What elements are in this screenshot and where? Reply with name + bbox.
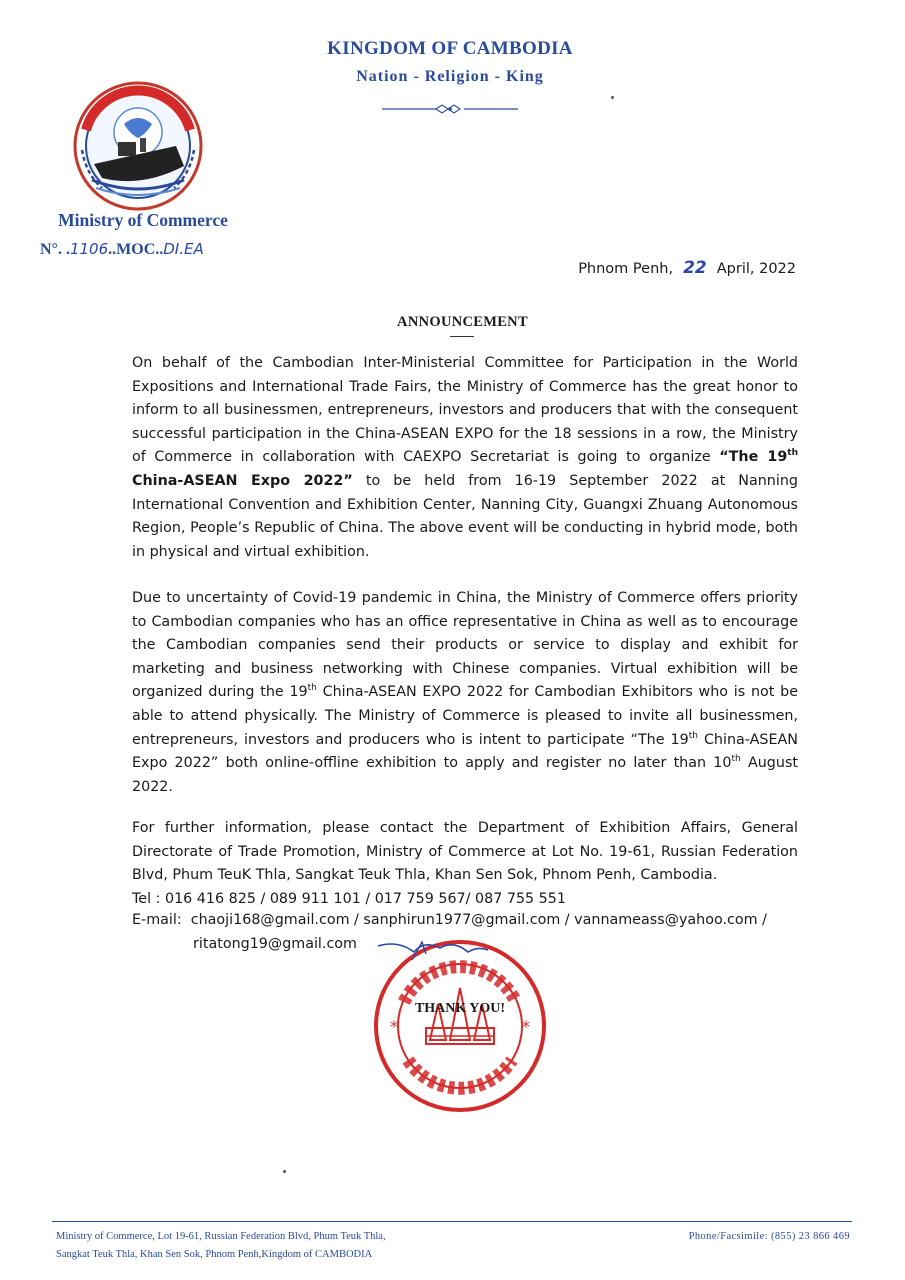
p2-sup-2: th bbox=[688, 730, 698, 741]
stamp-thank-you-text: THANK YOU! bbox=[414, 1001, 506, 1016]
p2-text-d: August 2022. bbox=[132, 755, 798, 795]
contact-text: For further information, please contact the Department of Exhibition Affairs, General Directorate of Trade Promotion, Ministry of Commerce at Lot No. 19-61, Russian Federation Blvd, Phum TeuK Thla, Sangkat Teuk Thla, Khan Sen Sok, Phnom Penh, Cambodia. bbox=[132, 820, 798, 884]
ornament-divider-icon bbox=[380, 100, 520, 118]
email-label: E-mail: bbox=[132, 912, 182, 928]
footer-address bbox=[56, 1228, 386, 1264]
p1-text-a: On behalf of the Cambodian Inter-Ministerial Committee for Participation in the World Expositions and International Trade Fairs, the Ministry of Commerce has the great honor to inform to all businessmen, entrepreneurs, investors and producers that with the consequent successful participation in the China-ASEAN EXPO for the 18 sessions in a row, the Ministry of Commerce in collaboration with CAEXPO Secretariat is going to organize bbox=[132, 355, 798, 466]
official-stamp bbox=[368, 932, 552, 1116]
svg-text:*: * bbox=[522, 1017, 530, 1036]
speck bbox=[283, 1170, 286, 1173]
reference-number: N°. .1106..MOC..DI.EA bbox=[40, 240, 204, 258]
ministry-seal-logo bbox=[72, 80, 204, 212]
paragraph-3 bbox=[132, 817, 798, 911]
footer-address-line-2: Sangkat Teuk Thla, Khan Sen Sok, Phnom Penh,Kingdom of CAMBODIA bbox=[56, 1249, 373, 1260]
event-name-a: “The 19 bbox=[719, 449, 788, 466]
date-day-handwritten: 22 bbox=[683, 258, 707, 278]
footer-phone-fax: Phone/Facsimile: (855) 23 866 469 bbox=[688, 1231, 850, 1242]
svg-text:*: * bbox=[390, 1017, 398, 1036]
p2-sup-1: th bbox=[307, 683, 317, 694]
date-city: Phnom Penh, bbox=[578, 261, 674, 277]
dateline bbox=[490, 258, 796, 278]
speck bbox=[611, 96, 614, 99]
email-addresses-line-1: chaoji168@gmail.com / sanphirun1977@gmail.com / vannameass@yahoo.com / bbox=[190, 912, 767, 928]
date-month-year: April, 2022 bbox=[716, 261, 796, 277]
paragraph-2 bbox=[132, 587, 798, 799]
p2-text-a: Due to uncertainty of Covid-19 pandemic in China, the Ministry of Commerce offers priority to Cambodian companies who has an office representative in China as well as to encourage the Cambodian companies send their products or service to display and exhibit for marketing and business networking with Chinese companies. Virtual exhibition will be organized during the 19 bbox=[132, 590, 798, 701]
ref-handwritten-number: 1106 bbox=[69, 240, 109, 258]
ref-prefix: N°. bbox=[40, 241, 62, 258]
p2-sup-3: th bbox=[731, 754, 741, 765]
email-addresses-line-2: ritatong19@gmail.com bbox=[193, 935, 357, 952]
national-motto: Nation - Religion - King bbox=[356, 68, 544, 85]
paragraph-1 bbox=[132, 352, 798, 564]
event-name-sup: th bbox=[787, 448, 798, 459]
p2-text-b: China-ASEAN EXPO 2022 for Cambodian Exhibitors who is not be able to attend physically. The Ministry of Commerce is pleased to invite all businessmen, entrepreneurs, investors and producers who is intent to participate “The 19 bbox=[132, 684, 799, 748]
announcement-title: ANNOUNCEMENT bbox=[397, 314, 528, 330]
ref-middle: MOC. bbox=[116, 241, 160, 258]
p2-text-c: China-ASEAN Expo 2022” both online-offline exhibition to apply and register no later than 10 bbox=[132, 731, 798, 772]
kingdom-title: KINGDOM OF CAMBODIA bbox=[327, 38, 573, 59]
footer-address-line-1: Ministry of Commerce, Lot 19-61, Russian Federation Blvd, Phum Teuk Thla, bbox=[56, 1231, 386, 1242]
title-underline bbox=[450, 336, 474, 337]
p1-text-b: to be held from 16-19 September 2022 at Nanning International Convention and Exhibition Center, Nanning City, Guangxi Zhuang Autonomous Region, People’s Republic of China. The above event will be conducting in hybrid mode, both in physical and virtual exhibition. bbox=[132, 472, 798, 560]
event-name-b: China-ASEAN Expo 2022” bbox=[132, 472, 353, 489]
footer-divider bbox=[52, 1221, 852, 1222]
telephone-numbers: Tel : 016 416 825 / 089 911 101 / 017 759 567/ 087 755 551 bbox=[132, 890, 566, 907]
ministry-name: Ministry of Commerce bbox=[58, 210, 228, 230]
ref-handwritten-suffix: DI.EA bbox=[163, 240, 204, 258]
